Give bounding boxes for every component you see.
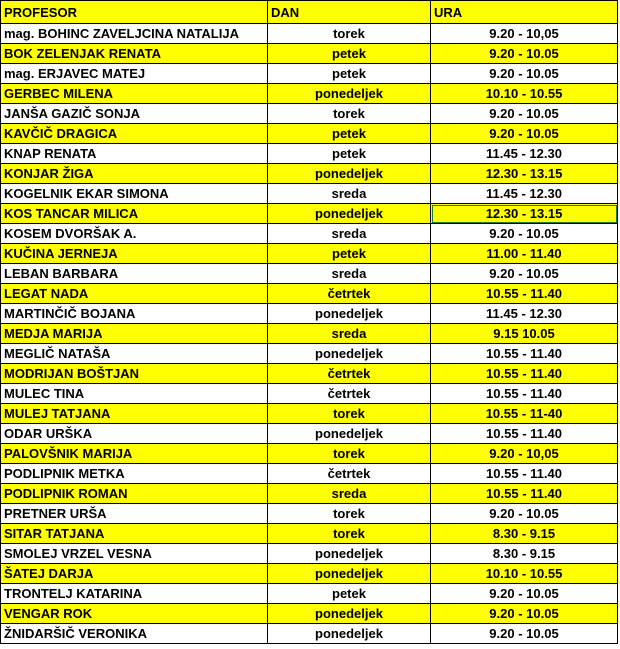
cell-dan[interactable]: petek bbox=[268, 244, 431, 264]
cell-profesor[interactable]: KUČINA JERNEJA bbox=[1, 244, 268, 264]
cell-ura[interactable]: 9.20 - 10.05 bbox=[431, 64, 618, 84]
cell-ura[interactable]: 10.55 - 11.40 bbox=[431, 364, 618, 384]
cell-dan[interactable]: ponedeljek bbox=[268, 304, 431, 324]
cell-ura[interactable]: 11.45 - 12.30 bbox=[431, 144, 618, 164]
table-row bbox=[1, 44, 618, 64]
table-row bbox=[1, 284, 618, 304]
table-body bbox=[1, 24, 618, 644]
cell-ura[interactable]: 9.20 - 10.05 bbox=[431, 604, 618, 624]
cell-ura[interactable]: 10.10 - 10.55 bbox=[431, 84, 618, 104]
table-row bbox=[1, 224, 618, 244]
cell-profesor[interactable]: ŽNIDARŠIČ VERONIKA bbox=[1, 624, 268, 644]
cell-ura[interactable]: 9.15 10.05 bbox=[431, 324, 618, 344]
cell-profesor[interactable]: LEGAT NADA bbox=[1, 284, 268, 304]
cell-ura[interactable]: 12.30 - 13.15 bbox=[431, 164, 618, 184]
cell-dan[interactable]: petek bbox=[268, 124, 431, 144]
cell-ura[interactable]: 8.30 - 9.15 bbox=[431, 524, 618, 544]
cell-profesor[interactable]: KONJAR ŽIGA bbox=[1, 164, 268, 184]
cell-dan[interactable]: ponedeljek bbox=[268, 564, 431, 584]
table-row bbox=[1, 404, 618, 424]
cell-dan[interactable]: ponedeljek bbox=[268, 604, 431, 624]
cell-ura[interactable]: 12.30 - 13.15 bbox=[431, 204, 618, 224]
cell-dan[interactable]: sreda bbox=[268, 264, 431, 284]
cell-dan[interactable]: četrtek bbox=[268, 464, 431, 484]
table-row bbox=[1, 564, 618, 584]
cell-dan[interactable]: ponedeljek bbox=[268, 624, 431, 644]
cell-ura[interactable]: 9.20 - 10.05 bbox=[431, 224, 618, 244]
cell-profesor[interactable]: ODAR URŠKA bbox=[1, 424, 268, 444]
table-row bbox=[1, 164, 618, 184]
cell-profesor[interactable]: PRETNER URŠA bbox=[1, 504, 268, 524]
cell-dan[interactable]: petek bbox=[268, 44, 431, 64]
cell-dan[interactable]: petek bbox=[268, 64, 431, 84]
cell-dan[interactable]: ponedeljek bbox=[268, 164, 431, 184]
cell-ura[interactable]: 9.20 - 10.05 bbox=[431, 504, 618, 524]
table-row bbox=[1, 184, 618, 204]
cell-ura[interactable]: 11.45 - 12.30 bbox=[431, 184, 618, 204]
cell-profesor[interactable]: JANŠA GAZIČ SONJA bbox=[1, 104, 268, 124]
cell-profesor[interactable]: TRONTELJ KATARINA bbox=[1, 584, 268, 604]
cell-profesor[interactable]: MEGLIČ NATAŠA bbox=[1, 344, 268, 364]
cell-dan[interactable]: četrtek bbox=[268, 364, 431, 384]
cell-profesor[interactable]: KOSEM DVORŠAK A. bbox=[1, 224, 268, 244]
cell-ura[interactable]: 10.55 - 11.40 bbox=[431, 284, 618, 304]
cell-profesor[interactable]: mag. ERJAVEC MATEJ bbox=[1, 64, 268, 84]
cell-profesor[interactable]: MULEC TINA bbox=[1, 384, 268, 404]
cell-dan[interactable]: ponedeljek bbox=[268, 344, 431, 364]
table-row bbox=[1, 304, 618, 324]
cell-dan[interactable]: četrtek bbox=[268, 284, 431, 304]
cell-dan[interactable]: ponedeljek bbox=[268, 424, 431, 444]
cell-ura[interactable]: 9.20 - 10.05 bbox=[431, 44, 618, 64]
cell-profesor[interactable]: MEDJA MARIJA bbox=[1, 324, 268, 344]
table-row bbox=[1, 584, 618, 604]
header-dan[interactable]: DAN bbox=[268, 1, 431, 24]
cell-profesor[interactable]: LEBAN BARBARA bbox=[1, 264, 268, 284]
cell-dan[interactable]: ponedeljek bbox=[268, 84, 431, 104]
table-row bbox=[1, 84, 618, 104]
cell-ura[interactable]: 9.20 - 10.05 bbox=[431, 584, 618, 604]
header-row bbox=[1, 1, 618, 24]
cell-ura[interactable]: 8.30 - 9.15 bbox=[431, 544, 618, 564]
cell-profesor[interactable]: KAVČIČ DRAGICA bbox=[1, 124, 268, 144]
cell-dan[interactable]: torek bbox=[268, 24, 431, 44]
table-row bbox=[1, 624, 618, 644]
table-row bbox=[1, 544, 618, 564]
table-row bbox=[1, 384, 618, 404]
cell-ura[interactable]: 10.55 - 11.40 bbox=[431, 344, 618, 364]
cell-ura[interactable]: 10.10 - 10.55 bbox=[431, 564, 618, 584]
cell-profesor[interactable]: SMOLEJ VRZEL VESNA bbox=[1, 544, 268, 564]
cell-dan[interactable]: torek bbox=[268, 404, 431, 424]
cell-dan[interactable]: ponedeljek bbox=[268, 544, 431, 564]
cell-ura[interactable]: 9.20 - 10.05 bbox=[431, 124, 618, 144]
cell-dan[interactable]: petek bbox=[268, 584, 431, 604]
table-row bbox=[1, 124, 618, 144]
cell-profesor[interactable]: KOS TANCAR MILICA bbox=[1, 204, 268, 224]
table-row bbox=[1, 344, 618, 364]
cell-dan[interactable]: torek bbox=[268, 524, 431, 544]
cell-profesor[interactable]: MODRIJAN BOŠTJAN bbox=[1, 364, 268, 384]
cell-profesor[interactable]: ŠATEJ DARJA bbox=[1, 564, 268, 584]
cell-ura[interactable]: 10.55 - 11-40 bbox=[431, 404, 618, 424]
cell-profesor[interactable]: mag. BOHINC ZAVELJCINA NATALIJA bbox=[1, 24, 268, 44]
table-row bbox=[1, 504, 618, 524]
cell-ura[interactable]: 11.45 - 12.30 bbox=[431, 304, 618, 324]
table-row bbox=[1, 24, 618, 44]
cell-profesor[interactable]: PODLIPNIK ROMAN bbox=[1, 484, 268, 504]
cell-profesor[interactable]: MULEJ TATJANA bbox=[1, 404, 268, 424]
table-row bbox=[1, 104, 618, 124]
cell-dan[interactable]: ponedeljek bbox=[268, 204, 431, 224]
cell-dan[interactable]: torek bbox=[268, 104, 431, 124]
cell-dan[interactable]: petek bbox=[268, 144, 431, 164]
cell-dan[interactable]: sreda bbox=[268, 224, 431, 244]
table-row bbox=[1, 244, 618, 264]
cell-dan[interactable]: sreda bbox=[268, 484, 431, 504]
cell-ura[interactable]: 10.55 - 11.40 bbox=[431, 424, 618, 444]
cell-profesor[interactable]: PODLIPNIK METKA bbox=[1, 464, 268, 484]
cell-ura[interactable]: 9.20 - 10.05 bbox=[431, 264, 618, 284]
cell-dan[interactable]: sreda bbox=[268, 324, 431, 344]
table-row bbox=[1, 604, 618, 624]
cell-profesor[interactable]: KOGELNIK EKAR SIMONA bbox=[1, 184, 268, 204]
cell-profesor[interactable]: BOK ZELENJAK RENATA bbox=[1, 44, 268, 64]
table-row bbox=[1, 64, 618, 84]
cell-ura[interactable]: 10.55 - 11.40 bbox=[431, 464, 618, 484]
cell-profesor[interactable]: GERBEC MILENA bbox=[1, 84, 268, 104]
cell-dan[interactable]: četrtek bbox=[268, 384, 431, 404]
cell-profesor[interactable]: VENGAR ROK bbox=[1, 604, 268, 624]
cell-ura[interactable]: 9.20 - 10,05 bbox=[431, 444, 618, 464]
cell-ura[interactable]: 11.00 - 11.40 bbox=[431, 244, 618, 264]
cell-dan[interactable]: sreda bbox=[268, 184, 431, 204]
table-row bbox=[1, 364, 618, 384]
cell-profesor[interactable]: SITAR TATJANA bbox=[1, 524, 268, 544]
cell-profesor[interactable]: PALOVŠNIK MARIJA bbox=[1, 444, 268, 464]
header-ura[interactable]: URA bbox=[431, 1, 618, 24]
table-row bbox=[1, 264, 618, 284]
table-row bbox=[1, 524, 618, 544]
table-row bbox=[1, 424, 618, 444]
cell-profesor[interactable]: MARTINČIČ BOJANA bbox=[1, 304, 268, 324]
table-row bbox=[1, 464, 618, 484]
table-row bbox=[1, 324, 618, 344]
cell-ura[interactable]: 10.55 - 11.40 bbox=[431, 484, 618, 504]
cell-dan[interactable]: torek bbox=[268, 444, 431, 464]
cell-ura[interactable]: 9.20 - 10.05 bbox=[431, 624, 618, 644]
cell-dan[interactable]: torek bbox=[268, 504, 431, 524]
header-profesor[interactable]: PROFESOR bbox=[1, 1, 268, 24]
cell-profesor[interactable]: KNAP RENATA bbox=[1, 144, 268, 164]
table-row bbox=[1, 484, 618, 504]
cell-ura[interactable]: 10.55 - 11.40 bbox=[431, 384, 618, 404]
cell-ura[interactable]: 9.20 - 10,05 bbox=[431, 24, 618, 44]
table-row bbox=[1, 204, 618, 224]
table-row bbox=[1, 444, 618, 464]
table-row bbox=[1, 144, 618, 164]
cell-ura[interactable]: 9.20 - 10.05 bbox=[431, 104, 618, 124]
